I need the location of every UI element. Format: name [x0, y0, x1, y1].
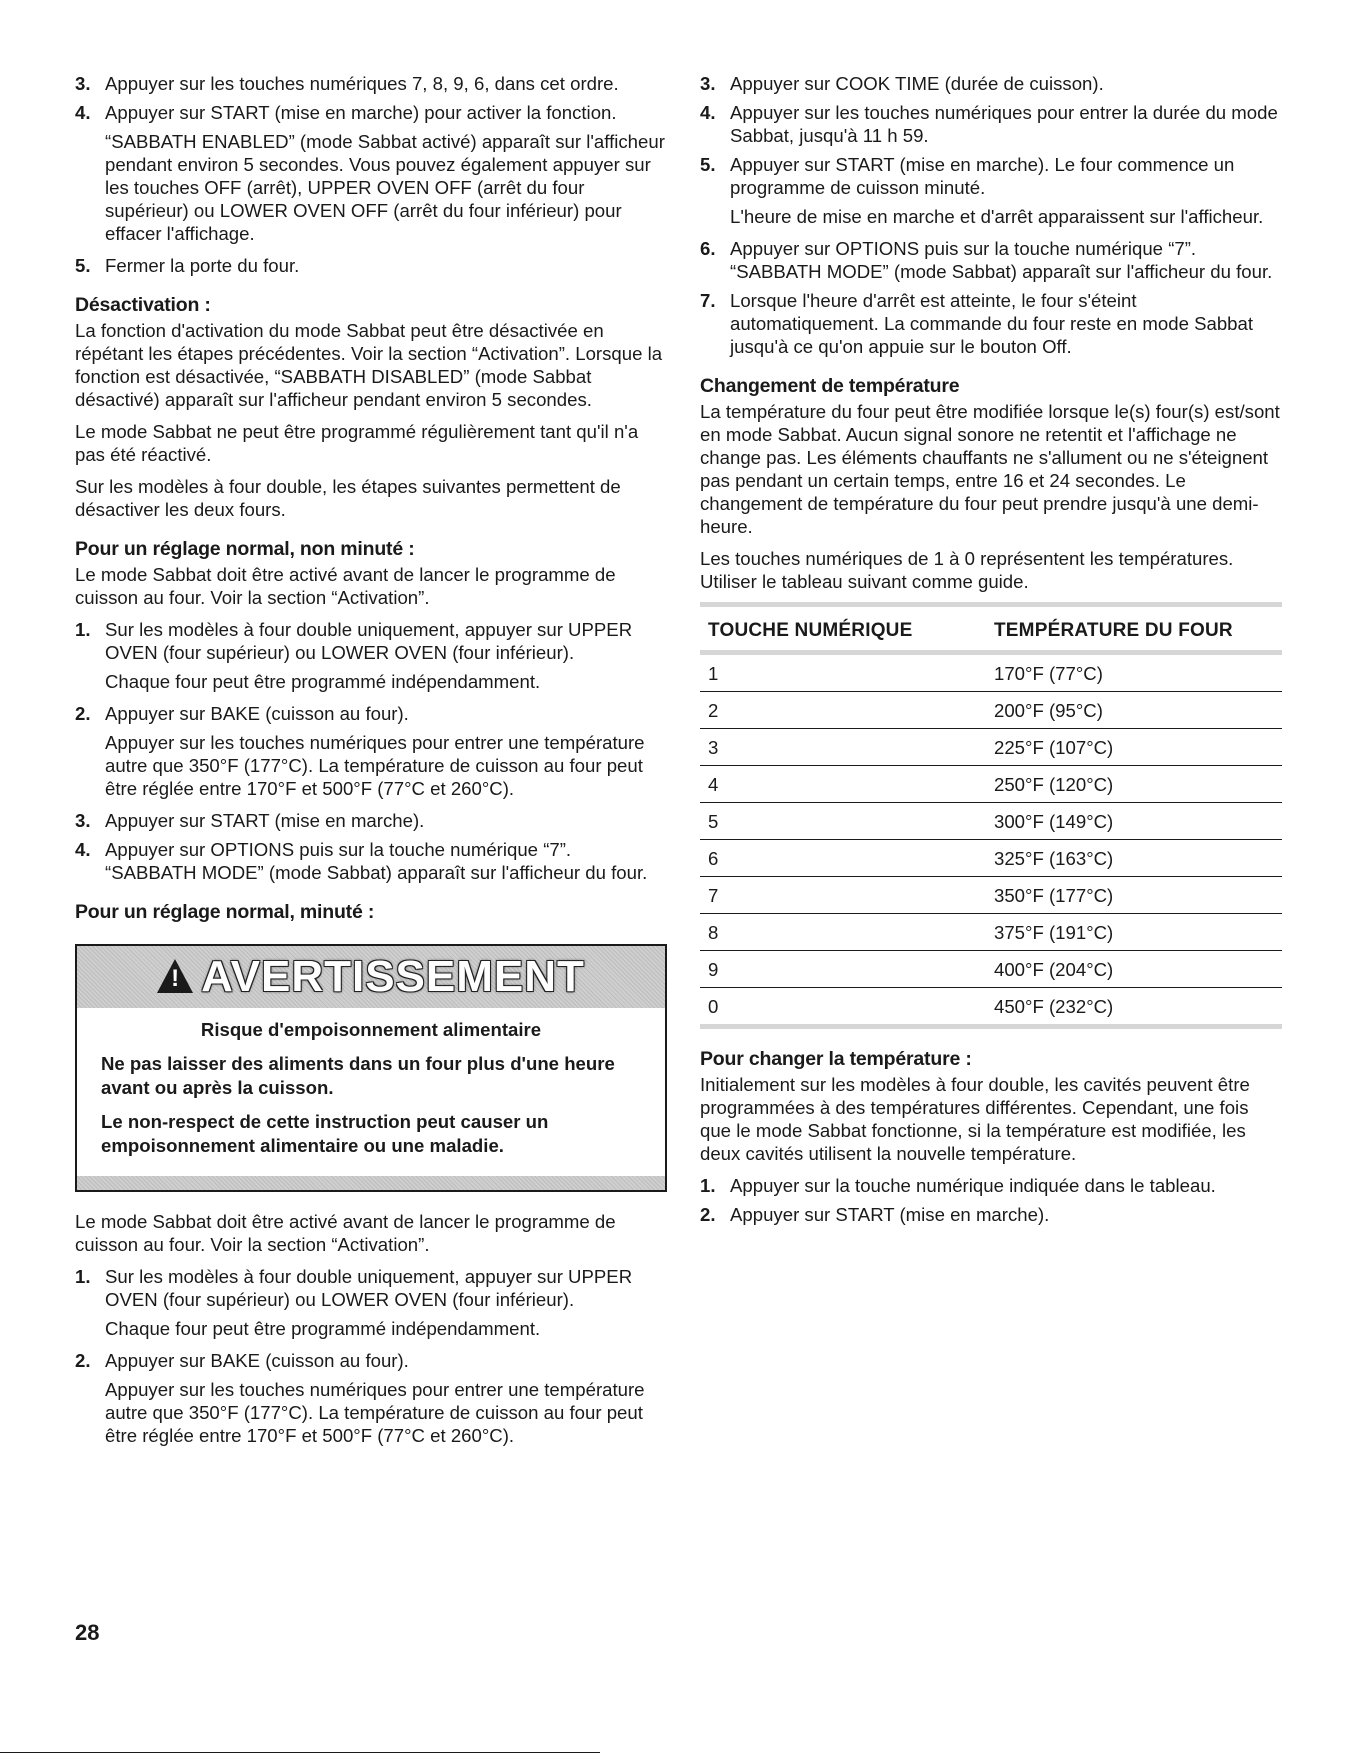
column-header: TOUCHE NUMÉRIQUE: [700, 605, 986, 653]
step-item: [700, 153, 1282, 199]
warning-header: [77, 946, 665, 1008]
step-text: Appuyer sur la touche numérique indiquée dans le tableau.: [730, 1175, 1216, 1196]
warning-line: Le non-respect de cette instruction peut causer un empoisonnement alimentaire ou une maladie.: [101, 1111, 549, 1156]
step-number: 4.: [700, 102, 716, 123]
key-cell: 0: [700, 988, 986, 1027]
step-text: Sur les modèles à four double uniquement, appuyer sur UPPER OVEN (four supérieur) ou LOWER OVEN (four inférieur).: [105, 1266, 633, 1310]
step-item: [700, 101, 1282, 147]
paragraph: Le mode Sabbat doit être activé avant de lancer le programme de cuisson au four. Voir la section “Activation”.: [75, 564, 616, 608]
step-note: Appuyer sur les touches numériques pour entrer une température autre que 350°F (177°C). La température de cuisson au four peut être réglée entre 170°F et 500°F (77°C et 260°C).: [105, 732, 645, 799]
step-number: 3.: [700, 73, 716, 94]
paragraph: Sur les modèles à four double, les étapes suivantes permettent de désactiver les deux fours.: [75, 476, 621, 520]
table-row: [700, 692, 1282, 729]
step-item: [75, 838, 667, 884]
section-heading-non-minute: Pour un réglage normal, non minuté :: [75, 538, 415, 560]
step-item: [75, 254, 667, 277]
table-row: [700, 840, 1282, 877]
step-number: 2.: [700, 1204, 716, 1225]
step-text: Appuyer sur START (mise en marche) pour activer la fonction.: [105, 102, 617, 123]
key-cell: 3: [700, 729, 986, 766]
temp-cell: 170°F (77°C): [986, 653, 1282, 692]
table-row: [700, 729, 1282, 766]
step-item: [75, 101, 667, 124]
table-row: [700, 914, 1282, 951]
step-text: Appuyer sur OPTIONS puis sur la touche numérique “7”. “SABBATH MODE” (mode Sabbat) apparaît sur l'afficheur du four.: [730, 238, 1273, 282]
step-number: 2.: [75, 1350, 91, 1371]
right-column: [700, 72, 1282, 1232]
temp-cell: 250°F (120°C): [986, 766, 1282, 803]
step-text: Sur les modèles à four double uniquement, appuyer sur UPPER OVEN (four supérieur) ou LOWER OVEN (four inférieur).: [105, 619, 633, 663]
temp-cell: 225°F (107°C): [986, 729, 1282, 766]
footer-divider: [0, 1752, 600, 1753]
step-text: Appuyer sur COOK TIME (durée de cuisson).: [730, 73, 1104, 94]
step-note: Appuyer sur les touches numériques pour entrer une température autre que 350°F (177°C). La température de cuisson au four peut être réglée entre 170°F et 500°F (77°C et 260°C).: [105, 1379, 645, 1446]
step-number: 1.: [700, 1175, 716, 1196]
paragraph: Initialement sur les modèles à four double, les cavités peuvent être programmées à des températures différentes. Cependant, une fois que le mode Sabbat fonctionne, si la température est modifiée, les deux cavités utilisent la nouvelle température.: [700, 1074, 1250, 1164]
paragraph: Le mode Sabbat doit être activé avant de lancer le programme de cuisson au four. Voir la section “Activation”.: [75, 1211, 616, 1255]
column-header: TEMPÉRATURE DU FOUR: [986, 605, 1282, 653]
table-row: [700, 877, 1282, 914]
warning-triangle-icon: [157, 959, 193, 993]
warning-subtitle: Risque d'empoisonnement alimentaire: [200, 1019, 542, 1040]
step-number: 5.: [700, 154, 716, 175]
warning-body: [77, 1008, 665, 1176]
step-number: 3.: [75, 810, 91, 831]
table-row: [700, 766, 1282, 803]
step-number: 6.: [700, 238, 716, 259]
step-text: Lorsque l'heure d'arrêt est atteinte, le four s'éteint automatiquement. La commande du four reste en mode Sabbat jusqu'à ce qu'on appuie sur le bouton Off.: [730, 290, 1254, 357]
section-heading-changement: Changement de température: [700, 375, 960, 397]
temp-cell: 200°F (95°C): [986, 692, 1282, 729]
temp-cell: 400°F (204°C): [986, 951, 1282, 988]
key-cell: 1: [700, 653, 986, 692]
paragraph: Le mode Sabbat ne peut être programmé régulièrement tant qu'il n'a pas été réactivé.: [75, 421, 639, 465]
table-header-row: [700, 605, 1282, 653]
key-cell: 2: [700, 692, 986, 729]
step-text: Appuyer sur les touches numériques pour entrer la durée du mode Sabbat, jusqu'à 11 h 59.: [730, 102, 1278, 146]
step-item: [700, 237, 1282, 283]
step-number: 7.: [700, 290, 716, 311]
step-text: Appuyer sur les touches numériques 7, 8, 9, 6, dans cet ordre.: [105, 73, 619, 94]
step-number: 3.: [75, 73, 91, 94]
temperature-table: [700, 602, 1282, 1029]
step-item: [700, 289, 1282, 358]
warning-box: [75, 944, 667, 1192]
step-item: [75, 1349, 667, 1372]
step-item: [700, 72, 1282, 95]
table-row: [700, 951, 1282, 988]
key-cell: 9: [700, 951, 986, 988]
step-note: Chaque four peut être programmé indépendamment.: [105, 671, 541, 692]
table-row: [700, 803, 1282, 840]
key-cell: 8: [700, 914, 986, 951]
step-item: [700, 1174, 1282, 1197]
step-item: [75, 809, 667, 832]
step-text: Appuyer sur BAKE (cuisson au four).: [105, 703, 409, 724]
step-item: [75, 618, 667, 664]
table-row: [700, 653, 1282, 692]
temp-cell: 375°F (191°C): [986, 914, 1282, 951]
paragraph: La fonction d'activation du mode Sabbat peut être désactivée en répétant les étapes précédentes. Voir la section “Activation”. Lorsque la fonction est désactivée, “SABBATH DISABLED” (mode Sabbat désactivé) apparaît sur l'afficheur pendant environ 5 secondes.: [75, 320, 663, 410]
step-note: L'heure de mise en marche et d'arrêt apparaissent sur l'afficheur.: [730, 206, 1264, 227]
step-item: [75, 1265, 667, 1311]
key-cell: 4: [700, 766, 986, 803]
warning-title: AVERTISSEMENT: [201, 952, 585, 1001]
left-column: [75, 72, 667, 1456]
warning-footer-band: [77, 1176, 665, 1190]
step-text: Appuyer sur OPTIONS puis sur la touche numérique “7”. “SABBATH MODE” (mode Sabbat) apparaît sur l'afficheur du four.: [105, 839, 648, 883]
step-text: Fermer la porte du four.: [105, 255, 300, 276]
table-row: [700, 988, 1282, 1027]
step-number: 1.: [75, 619, 91, 640]
step-number: 1.: [75, 1266, 91, 1287]
warning-line: Ne pas laisser des aliments dans un four plus d'une heure avant ou après la cuisson.: [101, 1053, 615, 1098]
step-text: Appuyer sur START (mise en marche).: [730, 1204, 1050, 1225]
step-item: [75, 72, 667, 95]
key-cell: 6: [700, 840, 986, 877]
step-item: [75, 702, 667, 725]
temp-cell: 300°F (149°C): [986, 803, 1282, 840]
step-text: Appuyer sur START (mise en marche). Le four commence un programme de cuisson minuté.: [730, 154, 1235, 198]
step-item: [700, 1203, 1282, 1226]
step-note: “SABBATH ENABLED” (mode Sabbat activé) apparaît sur l'afficheur pendant environ 5 secondes. Vous pouvez également appuyer sur les touches OFF (arrêt), UPPER OVEN OFF (arrêt du four supérieur) ou LOWER OVEN OFF (arrêt du four inférieur) pour effacer l'affichage.: [105, 131, 665, 244]
page-number: 28: [75, 1620, 100, 1645]
key-cell: 5: [700, 803, 986, 840]
key-cell: 7: [700, 877, 986, 914]
step-number: 2.: [75, 703, 91, 724]
temp-cell: 350°F (177°C): [986, 877, 1282, 914]
section-heading-desactivation: Désactivation :: [75, 294, 211, 316]
step-text: Appuyer sur START (mise en marche).: [105, 810, 425, 831]
section-heading-changer: Pour changer la température :: [700, 1048, 972, 1070]
step-number: 5.: [75, 255, 91, 276]
temp-cell: 325°F (163°C): [986, 840, 1282, 877]
step-number: 4.: [75, 839, 91, 860]
step-number: 4.: [75, 102, 91, 123]
section-heading-minute: Pour un réglage normal, minuté :: [75, 901, 375, 923]
step-note: Chaque four peut être programmé indépendamment.: [105, 1318, 541, 1339]
temp-cell: 450°F (232°C): [986, 988, 1282, 1027]
step-text: Appuyer sur BAKE (cuisson au four).: [105, 1350, 409, 1371]
paragraph: La température du four peut être modifiée lorsque le(s) four(s) est/sont en mode Sabbat. Aucun signal sonore ne retentit et l'affichage ne change pas. Les éléments chauffants ne s'allument ou ne s'éteignent pas pendant un certain temps, entre 16 et 24 secondes. Le changement de température du four peut prendre jusqu'à une demi-heure.: [700, 401, 1280, 537]
paragraph: Les touches numériques de 1 à 0 représentent les températures. Utiliser le tableau suivant comme guide.: [700, 548, 1234, 592]
